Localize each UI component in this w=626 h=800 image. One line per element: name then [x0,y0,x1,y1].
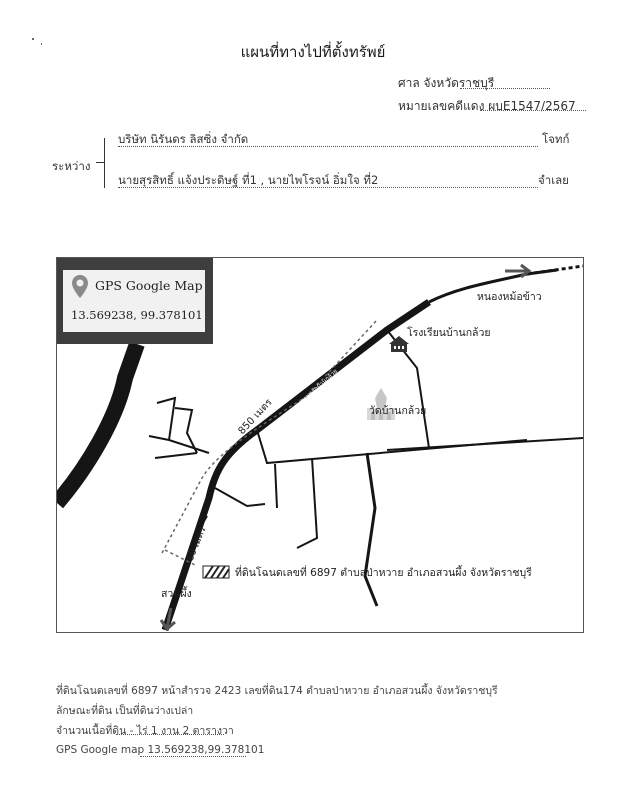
road-branch-5 [215,488,265,506]
party-brace-tip [96,162,104,163]
case-number-underline [480,110,586,111]
gps-badge-panel [63,270,205,332]
destination-top-label: หนองหม้อข้าว [477,291,542,303]
plaintiff-underline [118,146,538,147]
school-label: โรงเรียนบ้านกล้วย [407,327,491,339]
road-south-3 [275,464,277,508]
defendant-name: นายสุรสิทธิ์ แจ้งประดิษฐ์ ที่1 , นายไพโรจน์ อิ่มใจ ที่2 [118,173,379,187]
location-pin-icon [71,274,89,300]
gps-badge [57,258,213,344]
distance-850-line [162,320,377,553]
footer-land-deed: ที่ดินโฉนดเลขที่ 6897 หน้าสำรวจ 2423 เลขที่ดิน174 ตำบลป่าหวาย อำเภอสวนผึ้ง จังหวัดราชบุรี [56,685,498,697]
defendant-underline [118,187,538,188]
road-sign-label: ถนนสายหลักบ้านกล้วย [290,367,339,413]
court-underline [460,88,550,89]
court-name: ศาล จังหวัดราชบุรี [398,76,495,90]
case-number: หมายเลขคดีแดง ผบE1547/2567 [398,99,576,113]
road-northeast-dash [527,266,583,274]
footer-gps: GPS Google map 13.569238,99.378101 [56,744,265,756]
destination-bottom-label: สวนผึ้ง [161,588,192,600]
road-branch-1 [149,436,209,453]
footer-gps-underline [140,756,246,757]
road-south-2 [297,458,317,548]
road-south-loop [365,453,377,606]
footer-land-type: ลักษณะที่ดิน เป็นที่ดินว่างเปล่า [56,705,194,717]
gps-badge-coords: 13.569238, 99.378101 [71,308,203,322]
gps-badge-title: GPS Google Map [95,278,203,293]
land-label: ที่ดินโฉนดเลขที่ 6897 ตำบลป่าหวาย อำเภอสวนผึ้ง จังหวัดราชบุรี [235,567,532,579]
footer-area-underline [116,734,224,735]
plaintiff-name: บริษัท นิรันดร ลิสซิ่ง จำกัด [118,132,249,146]
road-branch-4 [155,453,197,458]
highway-left [57,344,137,503]
distance-850-label: 850 เมตร [236,397,275,437]
party-brace [104,138,115,188]
road-temple-south [257,430,527,463]
route-map [56,257,584,633]
road-east [387,438,583,450]
page-title: แผนที่ทางไปที่ตั้งทรัพย์ [240,43,386,61]
temple-label: วัดบ้านกล้วย [369,405,427,417]
route-label-vertical: ภาษี [96,365,118,391]
distance-80-label: 80 เมตร [184,525,209,563]
between-label: ระหว่าง [52,159,91,173]
road-branch-2 [157,398,175,440]
footer-land-area: จำนวนเนื้อที่ดิน - ไร่ 1 งาน 2 ตารางวา [56,725,234,737]
defendant-role: จำเลย [538,173,569,187]
plaintiff-role: โจทก์ [542,132,570,146]
school-icon [389,336,409,352]
